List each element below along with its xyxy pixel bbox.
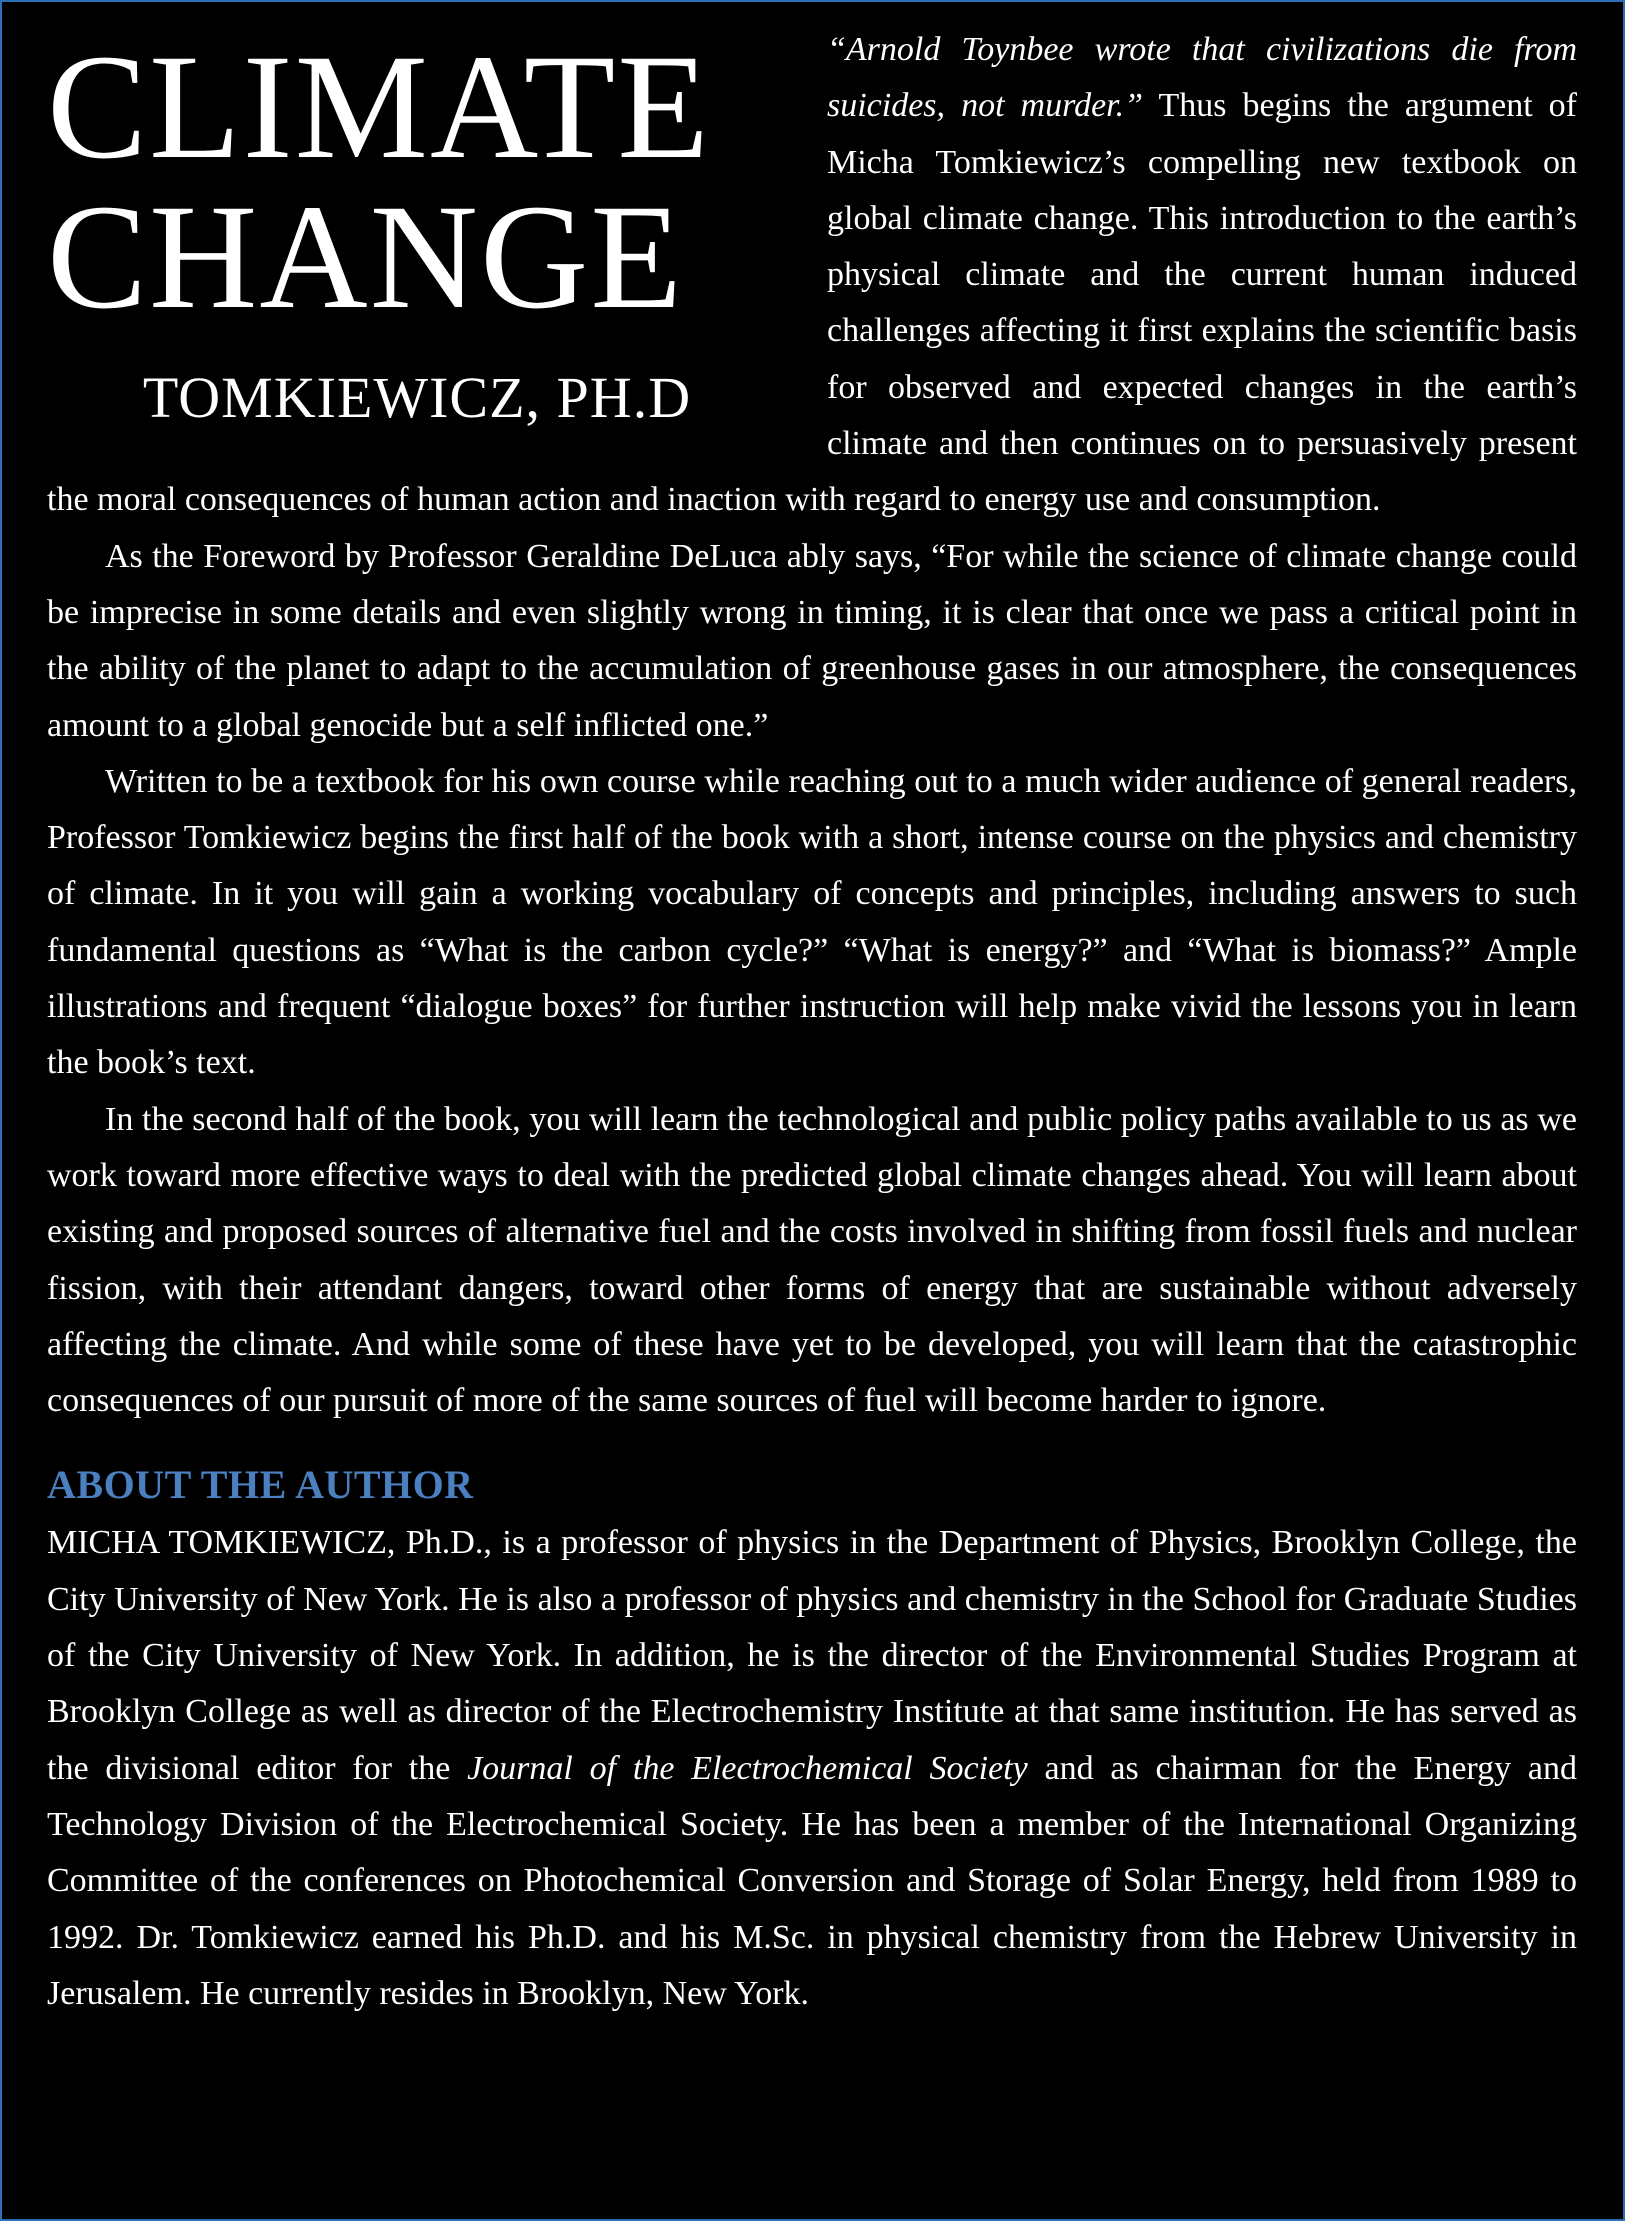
book-title-line-2: CHANGE (47, 174, 684, 340)
book-title-line-1: CLIMATE (47, 24, 711, 190)
opening-quote: “Arnold Toynbee wrote that civilizations die from suicides, not murder.” (827, 31, 1577, 125)
about-author-text (47, 1515, 1577, 2022)
about-author-text-part-1: MICHA TOMKIEWICZ, Ph.D., is a professor of physics in the Department of Physics, Brooklyn College, the City University of New York. He is also a professor of physics and chemistry in the School for Graduate Studies of the City University of New York. In addition, he is the director of the Environmental Studies Program at Brooklyn College as well as director of the Electrochemistry Institute at that same institution. He has served as the divisional editor for the (47, 1524, 1577, 1787)
description-paragraph-1-text: Thus begins the argument of Micha Tomkiewicz’s compelling new textbook on global climate change. This introduction to the earth’s physical climate and the current human induced challenges affecting it first explains the scientific basis for observed and expected changes in the earth’s climate and then continues on to persuasively present the moral consequences of human action and inaction with regard to energy use and consumption. (47, 87, 1577, 519)
back-cover-content (47, 22, 1577, 2022)
journal-name: Journal of the Electrochemical Society (467, 1749, 1028, 1787)
about-author-heading: ABOUT THE AUTHOR (47, 1462, 474, 1508)
book-author: TOMKIEWICZ, PH.D (142, 365, 692, 430)
title-block (47, 22, 787, 468)
about-author-text-part-2: and as chairman for the Energy and Technology Division of the Electrochemical Society. He has been a member of the International Organizing Committee of the conferences on Photochemical Conversion and Storage of Solar Energy, held from 1989 to 1992. Dr. Tomkiewicz earned his Ph.D. and his M.Sc. in physical chemistry from the Hebrew University in Jerusalem. He currently resides in Brooklyn, New York. (47, 1749, 1577, 2012)
description-paragraph-4: In the second half of the book, you will learn the technological and public policy paths available to us as we work toward more effective ways to deal with the predicted global climate changes ahead. You will learn about existing and proposed sources of alternative fuel and the costs involved in shifting from fossil fuels and nuclear fission, with their attendant dangers, toward other forms of energy that are sustainable without adversely affecting the climate. And while some of these have yet to be developed, you will learn that the catastrophic consequences of our pursuit of more of the same sources of fuel will become harder to ignore. (47, 1100, 1577, 1420)
description-paragraph-2: As the Foreword by Professor Geraldine DeLuca ably says, “For while the science of climate change could be imprecise in some details and even slightly wrong in timing, it is clear that once we pass a critical point in the ability of the planet to adapt to the accumulation of greenhouse gases in our atmosphere, the consequences amount to a global genocide but a self inflicted one.” (47, 537, 1577, 744)
description-paragraph-3: Written to be a textbook for his own course while reaching out to a much wider audience of general readers, Professor Tomkiewicz begins the first half of the book with a short, intense course on the physics and chemistry of climate. In it you will gain a working vocabulary of concepts and principles, including answers to such fundamental questions as “What is the carbon cycle?” “What is energy?” and “What is biomass?” Ample illustrations and frequent “dialogue boxes” for further instruction will help make vivid the lessons you in learn the book’s text. (47, 762, 1577, 1082)
